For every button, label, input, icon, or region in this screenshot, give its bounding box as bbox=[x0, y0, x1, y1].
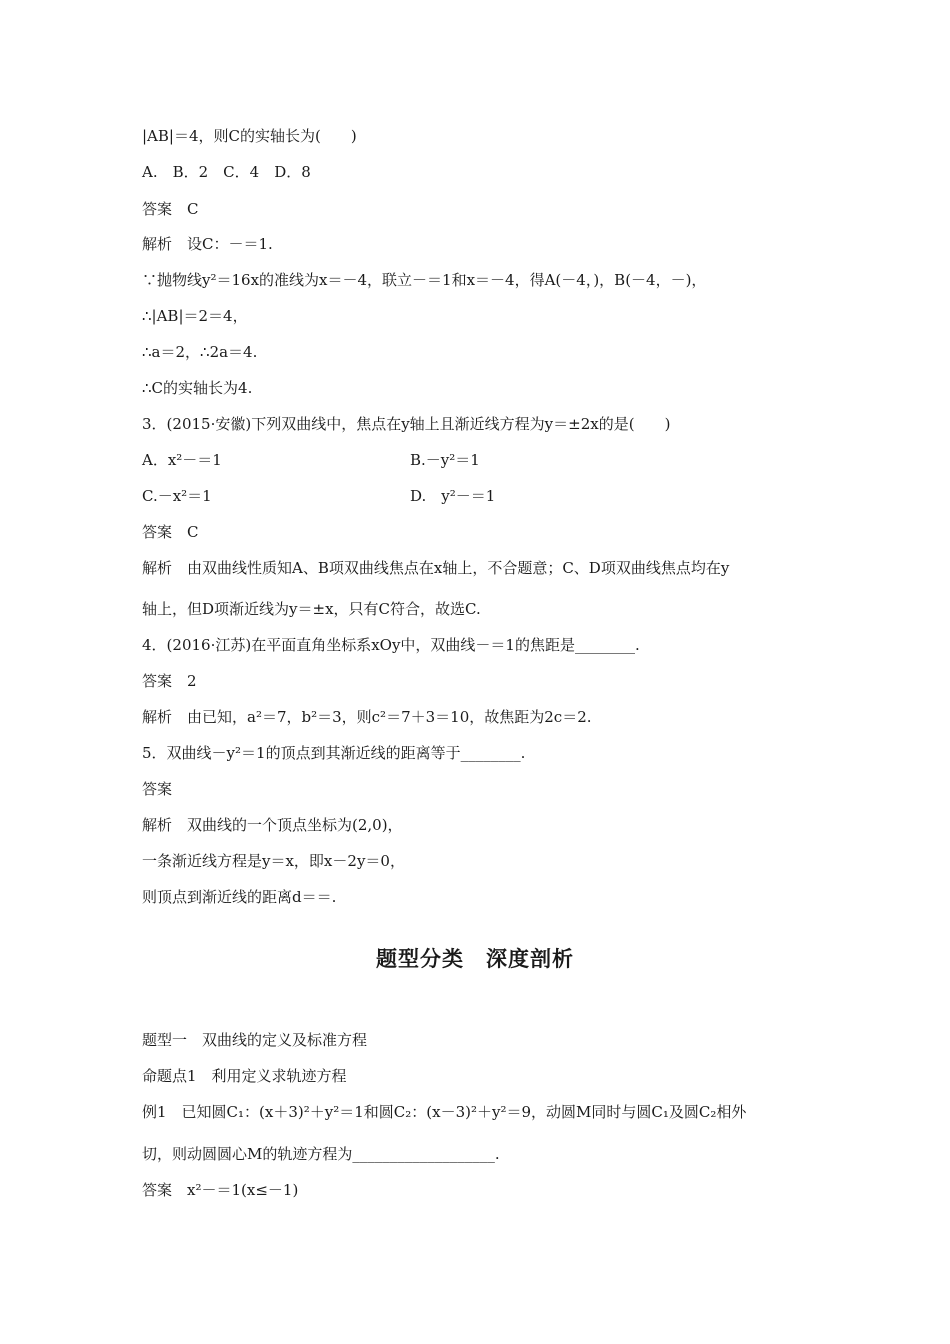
q3-option-d: D. y²－＝1 bbox=[410, 487, 496, 505]
q2-analysis-line-3: ∴|AB|＝2＝4， bbox=[142, 307, 248, 325]
q5-analysis-line-3: 则顶点到渐近线的距离d＝＝. bbox=[142, 888, 337, 906]
q3-answer: 答案 C bbox=[142, 523, 199, 541]
q2-analysis-line-1: 解析 设C：－＝1. bbox=[142, 235, 273, 253]
topic-title: 题型一 双曲线的定义及标准方程 bbox=[142, 1031, 368, 1049]
q3-analysis-line-1: 解析 由双曲线性质知A、B项双曲线焦点在x轴上，不合题意；C、D项双曲线焦点均在y bbox=[142, 559, 730, 577]
example-1-line-2: 切，则动圆圆心M的轨迹方程为___________________. bbox=[142, 1145, 500, 1163]
q3-stem: 3．(2015·安徽)下列双曲线中，焦点在y轴上且渐近线方程为y＝±2x的是( ) bbox=[142, 415, 671, 433]
q3-analysis-line-2: 轴上，但D项渐近线为y＝±x，只有C符合，故选C. bbox=[142, 600, 481, 618]
q2-answer: 答案 C bbox=[142, 200, 199, 218]
example-1-answer: 答案 x²－＝1(x≤－1) bbox=[142, 1181, 299, 1199]
q5-analysis-line-1: 解析 双曲线的一个顶点坐标为(2,0)， bbox=[142, 816, 403, 834]
q2-stem-continued: |AB|＝4，则C的实轴长为( ) bbox=[142, 127, 357, 145]
q5-answer: 答案 bbox=[142, 780, 173, 798]
section-heading: 题型分类 深度剖析 bbox=[376, 947, 574, 971]
q4-analysis: 解析 由已知，a²＝7，b²＝3，则c²＝7＋3＝10，故焦距为2c＝2. bbox=[142, 708, 592, 726]
q2-analysis-line-4: ∴a＝2，∴2a＝4. bbox=[142, 343, 258, 361]
q3-option-b: B.－y²＝1 bbox=[410, 451, 480, 469]
subtopic-title: 命题点1 利用定义求轨迹方程 bbox=[142, 1067, 347, 1085]
q2-analysis-line-2: ∵抛物线y²＝16x的准线为x＝－4，联立－＝1和x＝－4，得A(－4，)，B(－4，－)， bbox=[142, 271, 707, 289]
q4-answer: 答案 2 bbox=[142, 672, 197, 690]
q5-analysis-line-2: 一条渐近线方程是y＝x，即x－2y＝0， bbox=[142, 852, 405, 870]
q2-options: A. B．2 C．4 D．8 bbox=[142, 163, 311, 181]
q3-option-c: C.－x²＝1 bbox=[142, 487, 212, 505]
q5-stem: 5．双曲线－y²＝1的顶点到其渐近线的距离等于________. bbox=[142, 744, 526, 762]
q2-analysis-line-5: ∴C的实轴长为4. bbox=[142, 379, 253, 397]
q3-option-a: A．x²－＝1 bbox=[142, 451, 222, 469]
example-1-line-1: 例1 已知圆C₁：(x＋3)²＋y²＝1和圆C₂：(x－3)²＋y²＝9，动圆M同时与圆C₁及圆C₂相外 bbox=[142, 1103, 747, 1121]
q4-stem: 4．(2016·江苏)在平面直角坐标系xOy中，双曲线－＝1的焦距是________. bbox=[142, 636, 640, 654]
